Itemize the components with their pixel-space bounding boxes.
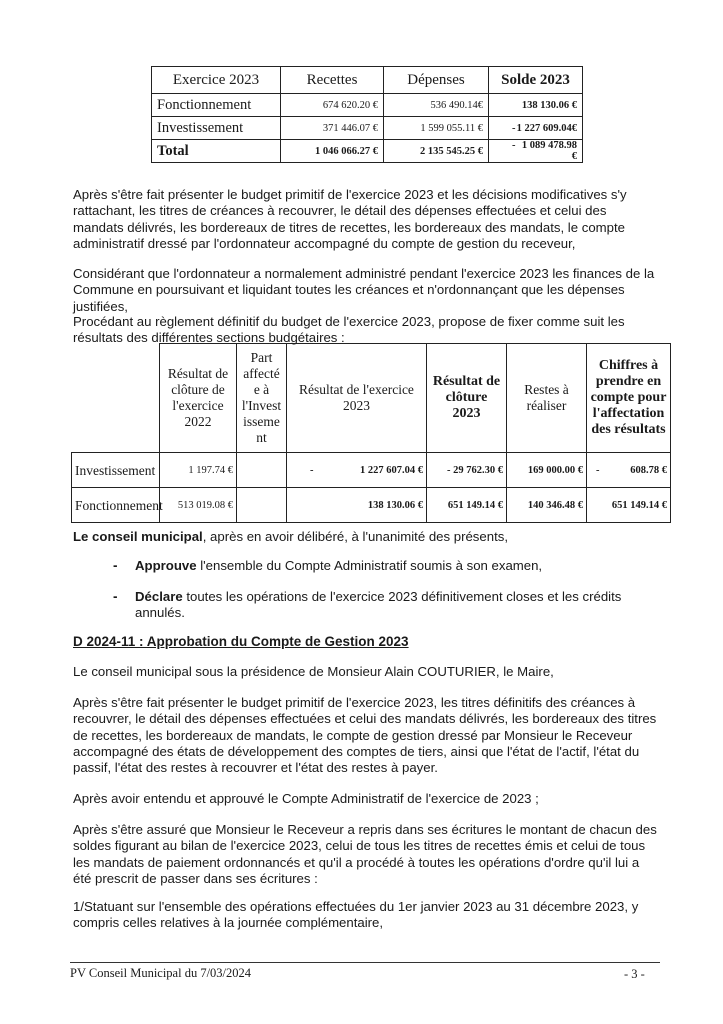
bullet-rest: l'ensemble du Compte Administratif soumis à son examen, [196,558,543,573]
bullet-item [135,589,655,621]
cell-value [237,488,287,523]
paragraph: Le conseil municipal sous la présidence de Monsieur Alain COUTURIER, le Maire, [73,664,554,679]
table-header-cell: Recettes [281,67,384,94]
cell-value [489,140,583,163]
cell-amount: 138 130.06 € [367,499,423,511]
table-header-cell: Résultat de clôture 2023 [427,344,507,453]
cell-value: 1 599 055.11 € [384,117,489,140]
cell-value [489,94,583,117]
cell-amount: 138 130.06 € [521,99,577,111]
table-header-cell: Dépenses [384,67,489,94]
cell-value: 2 135 545.25 € [384,140,489,163]
bullet-bold: Déclare [135,589,183,604]
cell-sign: - [310,464,314,476]
table-header-cell: Résultat de l'exercice 2023 [287,344,427,453]
cell-sign: - [596,464,600,476]
section-title: D 2024-11 : Approbation du Compte de Gestion 2023 [73,634,409,649]
cell-value: 513 019.08 € [160,488,237,523]
paragraph: 1/Statuant sur l'ensemble des opérations effectuées du 1er janvier 2023 au 31 décembre 2023, y compris celles relatives à la journée complémentaire, [73,899,639,931]
cell-sign: - [512,140,516,151]
table-header-cell [72,344,160,453]
bullet-rest: toutes les opérations de l'exercice 2023 définitivement closes et les crédits annulés. [135,589,622,620]
conseil-lead: Le conseil municipal [73,529,203,544]
table-row [152,140,583,163]
bullet-dash: - [113,589,118,604]
bullet-bold: Approuve [135,558,197,573]
cell-amount: 1 089 478.98 € [521,140,577,162]
table-row [72,453,671,488]
table-header-cell: Restes à réaliser [507,344,587,453]
paragraph: Considérant que l'ordonnateur a normalement administré pendant l'exercice 2023 les finances de la Commune en poursuivant et liquidant toutes les créances et n'ordonnançant que les dépenses justifiées, [73,266,655,314]
budget-summary-table [151,66,583,163]
cell-value: 371 446.07 € [281,117,384,140]
row-label: Investissement [152,117,281,140]
cell-value [587,488,671,523]
cell-value [287,453,427,488]
page-number: - 3 - [624,967,645,981]
row-label: Fonctionnement [72,488,160,523]
cell-amount: 1 227 607.04 € [360,464,423,476]
cell-value: 536 490.14€ [384,94,489,117]
conseil-rest: , après en avoir délibéré, à l'unanimité des présents, [202,529,508,544]
cell-value: 140 346.48 € [507,488,587,523]
table-header-cell: Solde 2023 [489,67,583,94]
table-row [72,488,671,523]
paragraph: Après s'être fait présenter le budget primitif de l'exercice 2023 et les décisions modificatives s'y rattachant, les titres de créances à recouvrer, le détail des dépenses effectuées et celui des mandats délivrés, les bordereaux de titres de recettes, les bordereaux des mandats, le compte administratif dressé par l'ordonnateur accompagné du compte de gestion du receveur, [73,187,627,251]
row-label: Total [152,140,281,163]
cell-value: 1 046 066.27 € [281,140,384,163]
bullet-item [135,558,655,574]
cell-value [287,488,427,523]
table-row [152,94,583,117]
table-row [152,117,583,140]
table-header-row [72,344,671,453]
cell-value [237,453,287,488]
footer-divider [70,962,660,963]
results-table [71,343,671,523]
cell-amount: 651 149.14 € [611,499,667,511]
cell-sign: - [512,122,516,134]
cell-value: - 29 762.30 € [427,453,507,488]
cell-value [489,117,583,140]
table-header-row [152,67,583,94]
cell-amount: 608.78 € [630,464,667,476]
paragraph: Après s'être fait présenter le budget primitif de l'exercice 2023, les titres définitifs des créances à recouvrer, le détail des dépenses effectuées et celui des mandats délivrés, les bordereaux des titres de recettes, les bordereaux de mandats, le compte de gestion dressé par Monsieur le Receveur accompagné des états de développement des comptes de tiers, ainsi que l'état de l'actif, l'état du passif, l'état des restes à recouvrer et l'état des restes à payer. [73,695,657,776]
cell-value: 651 149.14 € [427,488,507,523]
footer-title: PV Conseil Municipal du 7/03/2024 [70,966,252,980]
paragraph: Après s'être assuré que Monsieur le Receveur a repris dans ses écritures le montant de chacun des soldes figurant au bilan de l'exercice 2023, celui de tous les titres de recettes émis et celui de tous les mandats de paiement ordonnancés et qu'il a procédé à toutes les opérations d'ordre qu'il lui a été prescrit de passer dans ses écritures : [73,822,657,886]
table-header-cell: Exercice 2023 [152,67,281,94]
table-header-cell: Résultat de clôture de l'exercice 2022 [160,344,237,453]
cell-value: 674 620.20 € [281,94,384,117]
cell-value: 1 197.74 € [160,453,237,488]
cell-value [587,453,671,488]
cell-value: 169 000.00 € [507,453,587,488]
row-label: Fonctionnement [152,94,281,117]
conseil-statement [73,529,658,545]
paragraph: Procédant au règlement définitif du budget de l'exercice 2023, propose de fixer comme suit les résultats des différentes sections budgétaires : [73,314,625,346]
table-header-cell: Part affecté e à l'Invest isseme nt [237,344,287,453]
cell-amount: 1 227 609.04€ [516,122,577,134]
bullet-dash: - [113,558,118,573]
table-header-cell: Chiffres à prendre en compte pour l'affectation des résultats [587,344,671,453]
paragraph: Après avoir entendu et approuvé le Compte Administratif de l'exercice de 2023 ; [73,791,539,806]
row-label: Investissement [72,453,160,488]
